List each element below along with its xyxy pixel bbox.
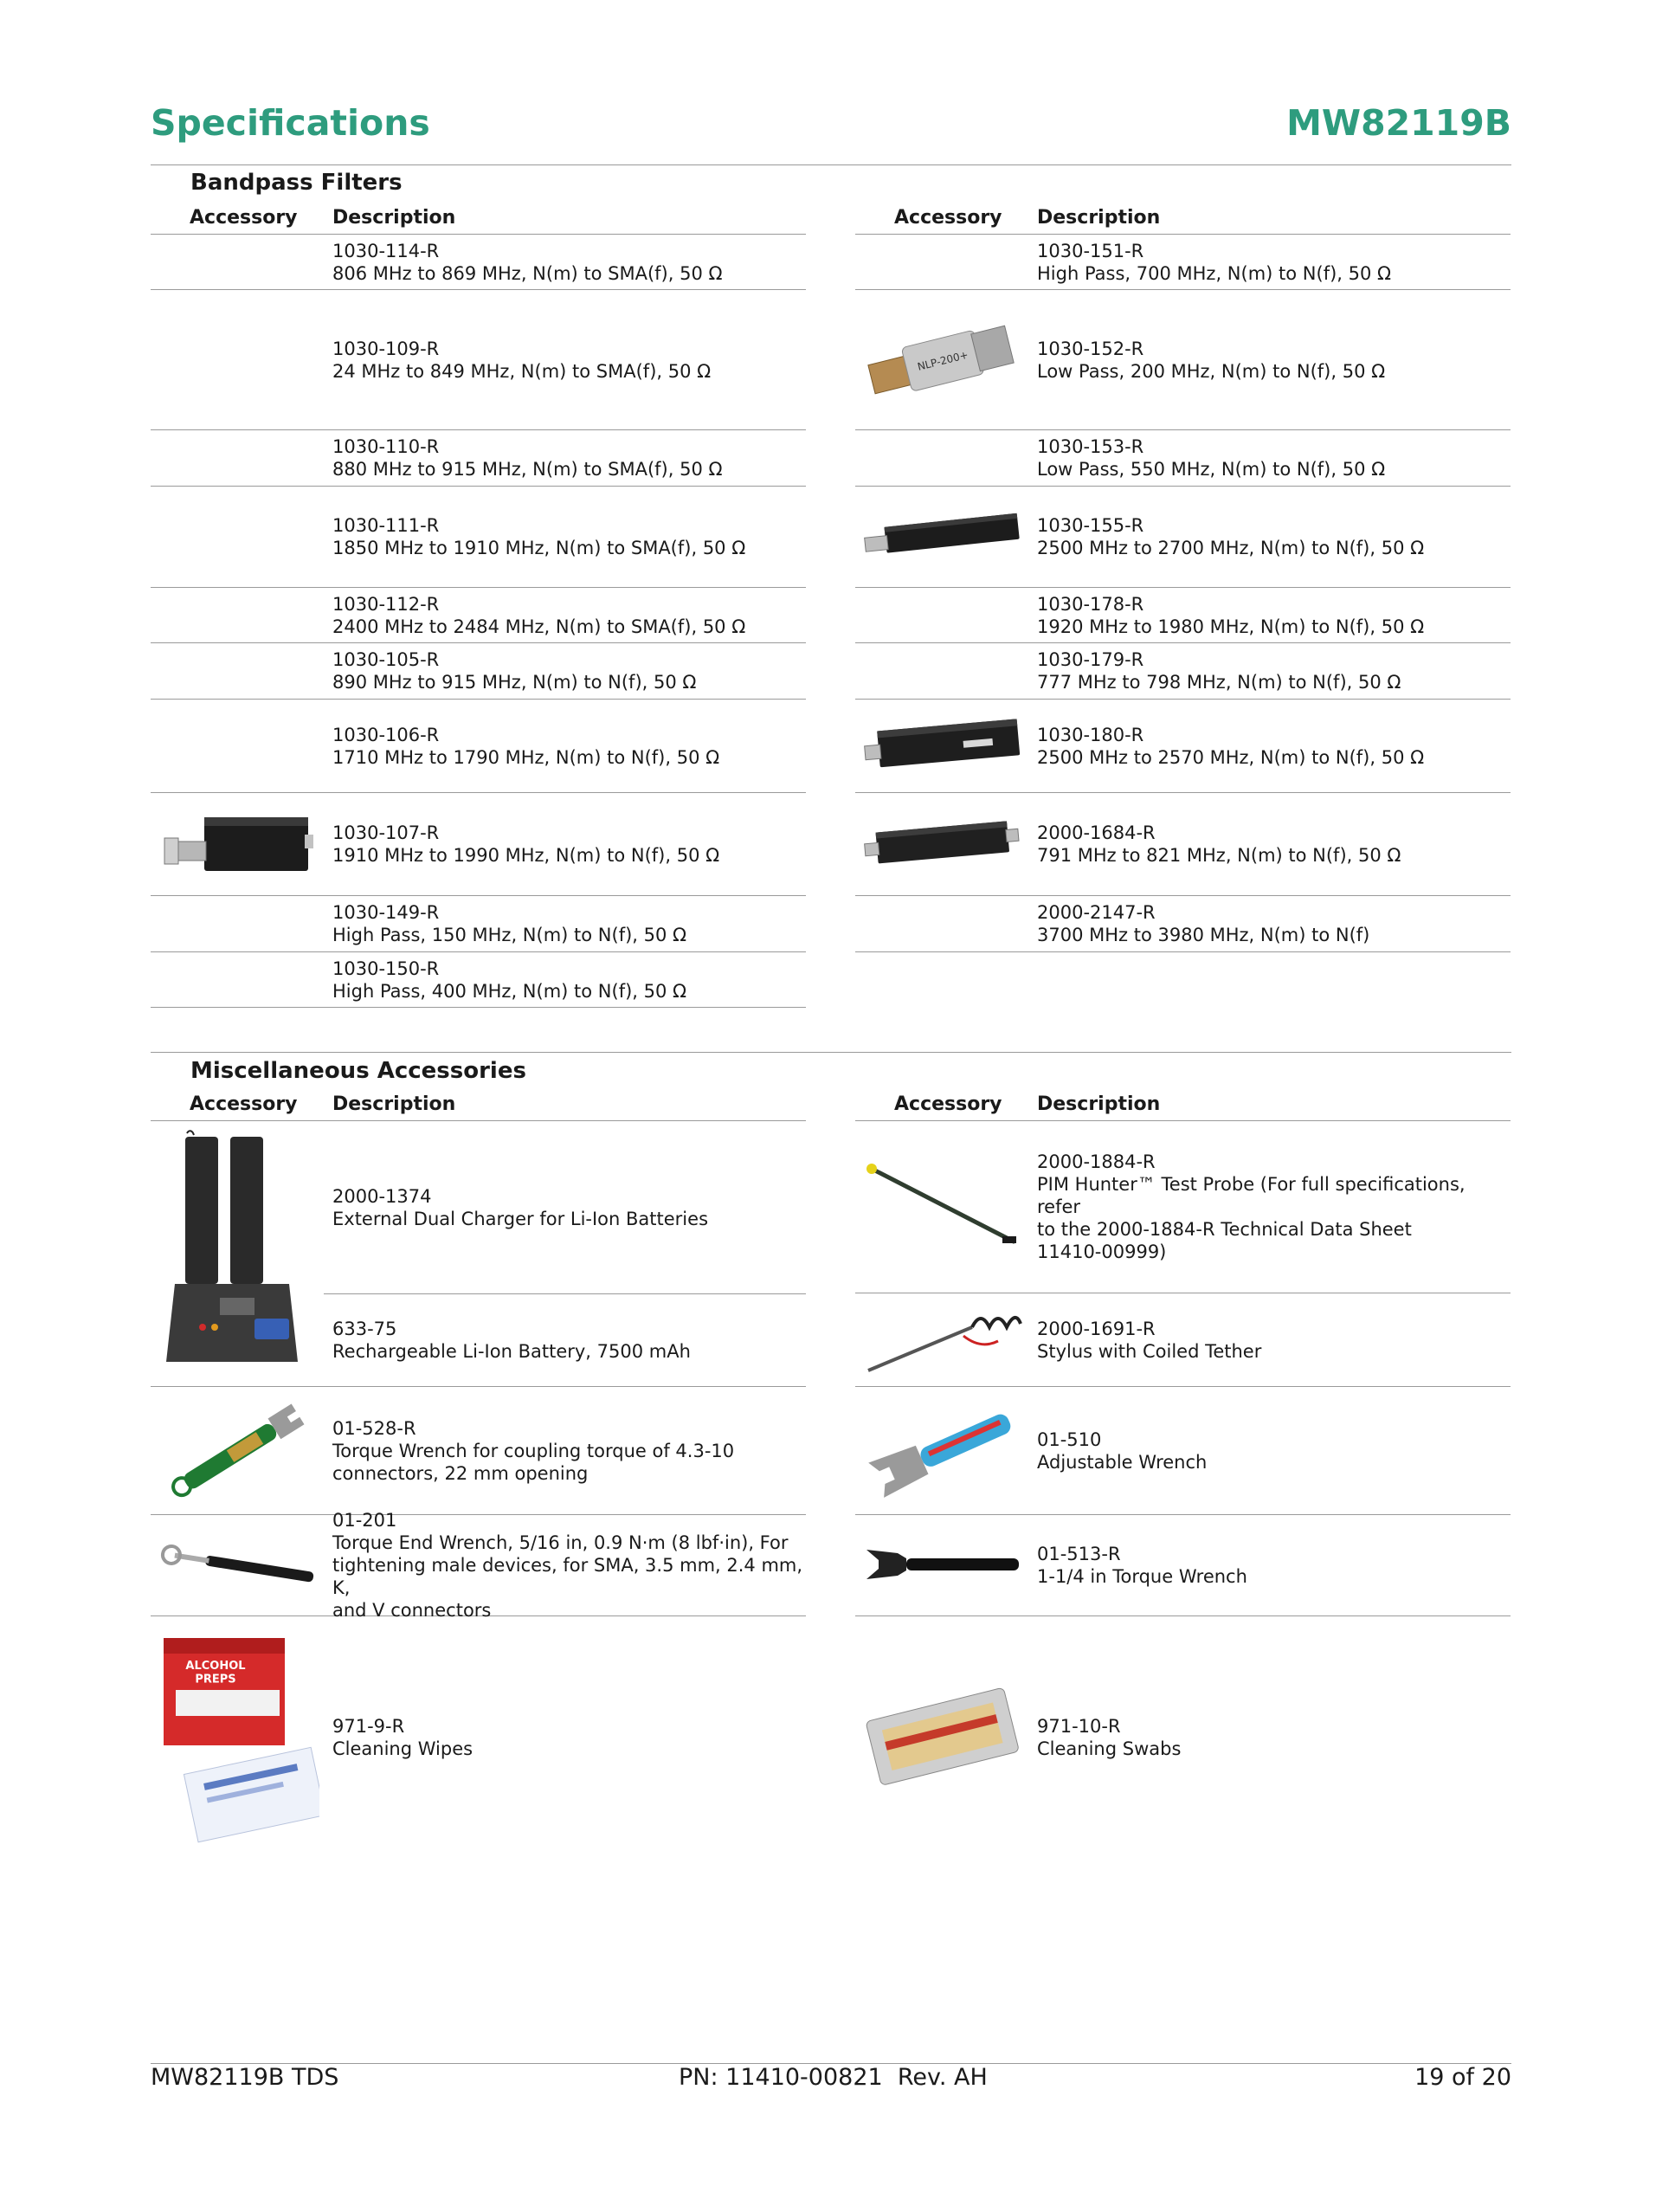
part-number: 2000-1684-R [1037,822,1156,843]
column-header-accessory: Accessory [894,1093,1002,1115]
misc-table-left [151,1082,806,1859]
table-row [151,1616,806,1859]
column-header-description: Description [1037,207,1161,229]
footer-document: MW82119B TDS [151,2064,339,2091]
section-title-bandpass: Bandpass Filters [190,170,403,196]
section-rule [151,1052,1511,1053]
part-description: 880 MHz to 915 MHz, N(m) to SMA(f), 50 Ω [332,459,723,480]
table-row [151,952,806,1008]
table-row [855,235,1511,290]
part-description: Low Pass, 550 MHz, N(m) to N(f), 50 Ω [1037,459,1386,480]
table-row [151,487,806,588]
part-description: Cleaning Wipes [332,1738,473,1759]
part-number: 1030-110-R [332,436,440,457]
part-description: 2400 MHz to 2484 MHz, N(m) to SMA(f), 50 Ω [332,616,746,637]
part-description: 777 MHz to 798 MHz, N(m) to N(f), 50 Ω [1037,672,1401,693]
part-description: 1710 MHz to 1790 MHz, N(m) to N(f), 50 Ω [332,746,720,768]
low-pass-filter-photo [855,290,1028,429]
table-row [151,700,806,793]
part-number: 971-10-R [1037,1716,1121,1737]
part-description: Cleaning Swabs [1037,1738,1182,1759]
part-description: High Pass, 150 MHz, N(m) to N(f), 50 Ω [332,925,687,945]
part-number: 1030-179-R [1037,649,1144,670]
section-title-misc: Miscellaneous Accessories [190,1058,526,1084]
part-description: 3700 MHz to 3980 MHz, N(m) to N(f) [1037,925,1370,945]
dual-charger-photo [151,1121,324,1386]
part-description: 1920 MHz to 1980 MHz, N(m) to N(f), 50 Ω [1037,616,1425,637]
bandpass-filter-photo [855,487,1028,587]
part-description: 24 MHz to 849 MHz, N(m) to SMA(f), 50 Ω [332,360,712,382]
table-row [151,290,806,430]
part-number: 1030-112-R [332,593,440,615]
torque-wrench-photo [855,1515,1028,1615]
pim-test-probe-photo [855,1121,1028,1293]
part-description: External Dual Charger for Li-Ion Batteries [332,1208,709,1229]
part-number: 1030-114-R [332,240,440,261]
part-number: 1030-178-R [1037,593,1144,615]
part-description: High Pass, 400 MHz, N(m) to N(f), 50 Ω [332,980,687,1002]
table-row [855,1121,1511,1293]
part-number: 2000-1691-R [1037,1318,1156,1339]
part-number: 1030-153-R [1037,436,1144,457]
footer-page-number: 19 of 20 [1414,2064,1511,2091]
part-description: Torque Wrench for coupling torque of 4.3-10 connectors, 22 mm opening [332,1440,735,1484]
column-header-description: Description [332,1093,456,1115]
part-number: 01-510 [1037,1428,1102,1450]
table-row [855,700,1511,793]
table-header [151,196,806,235]
misc-table-right [855,1082,1511,1859]
part-description: 2500 MHz to 2570 MHz, N(m) to N(f), 50 Ω [1037,746,1425,768]
column-header-description: Description [1037,1093,1161,1115]
part-number: 1030-106-R [332,724,440,745]
column-header-accessory: Accessory [190,1093,298,1115]
part-number: 1030-150-R [332,958,440,979]
torque-wrench-photo [151,1387,324,1514]
part-description: PIM Hunter™ Test Probe (For full specifications, refer to the 2000-1884-R Technical Data Sheet 11410-00999) [1037,1174,1466,1262]
table-row [855,793,1511,896]
cleaning-wipes-photo [151,1616,324,1859]
part-description: 1910 MHz to 1990 MHz, N(m) to N(f), 50 Ω [332,845,720,866]
table-row [151,588,806,643]
bandpass-filter-photo [855,700,1028,792]
part-number: 01-528-R [332,1417,416,1439]
table-row [151,430,806,487]
table-row [151,1510,806,1621]
part-description: Low Pass, 200 MHz, N(m) to N(f), 50 Ω [1037,360,1386,382]
table-row [855,430,1511,487]
part-number: 1030-151-R [1037,240,1144,261]
part-number: 1030-105-R [332,649,440,670]
part-number: 2000-1374 [332,1185,432,1207]
table-row [855,1293,1511,1387]
stylus-tether-photo [855,1293,1028,1386]
table-row [151,643,806,700]
column-header-description: Description [332,207,456,229]
part-number: 971-9-R [332,1716,405,1737]
filter-label: NLP-200+ [916,348,970,373]
table-header [855,1082,1511,1121]
table-header [151,1082,806,1121]
table-row [855,1616,1511,1859]
bandpass-filter-photo [855,793,1028,895]
part-number: 633-75 [332,1318,397,1339]
bandpass-table-left [151,196,806,1008]
part-number: 01-513-R [1037,1544,1121,1564]
part-description: 2500 MHz to 2700 MHz, N(m) to N(f), 50 Ω [1037,538,1425,558]
part-description: 806 MHz to 869 MHz, N(m) to SMA(f), 50 Ω [332,262,723,284]
bandpass-filter-photo [151,793,324,895]
table-row [855,588,1511,643]
table-row [855,896,1511,952]
column-header-accessory: Accessory [894,207,1002,229]
table-row [324,1293,806,1386]
part-description: Rechargeable Li-Ion Battery, 7500 mAh [332,1340,691,1362]
part-description: 791 MHz to 821 MHz, N(m) to N(f), 50 Ω [1037,845,1401,866]
adjustable-wrench-photo [855,1387,1028,1514]
torque-end-wrench-photo [151,1515,324,1615]
table-row [855,643,1511,700]
alcohol-preps-label: ALCOHOL PREPS [185,1660,246,1686]
table-row [151,793,806,896]
part-description: 1-1/4 in Torque Wrench [1037,1566,1247,1587]
bandpass-table-right [855,196,1511,952]
part-number: 1030-109-R [332,338,440,359]
table-row [855,487,1511,588]
header-rule [151,164,1511,165]
part-number: 2000-1884-R [1037,1151,1156,1172]
cleaning-swabs-photo [855,1616,1028,1859]
footer-part-number: PN: 11410-00821 Rev. AH [679,2064,988,2091]
table-row [855,290,1511,430]
table-row [855,1515,1511,1616]
table-row [324,1121,806,1294]
part-description: Adjustable Wrench [1037,1451,1208,1473]
part-description: 1850 MHz to 1910 MHz, N(m) to SMA(f), 50 Ω [332,538,746,558]
part-number: 1030-149-R [332,902,440,923]
part-description: Stylus with Coiled Tether [1037,1340,1262,1362]
part-number: 01-201 [332,1510,397,1531]
table-row [151,235,806,290]
part-description: High Pass, 700 MHz, N(m) to N(f), 50 Ω [1037,262,1392,284]
table-row [855,1387,1511,1515]
table-row [151,1387,806,1515]
page-title: Specifications [151,102,430,144]
part-description: 890 MHz to 915 MHz, N(m) to N(f), 50 Ω [332,672,697,693]
column-header-accessory: Accessory [190,207,298,229]
charger-battery-group [151,1121,806,1387]
table-row [151,896,806,952]
part-description: Torque End Wrench, 5/16 in, 0.9 N·m (8 lbf·in), For tightening male devices, for SMA, 3.5 mm, 2.4 mm, K, and V connectors [332,1532,803,1621]
part-number: 1030-111-R [332,515,440,536]
part-number: 1030-180-R [1037,724,1144,745]
part-number: 1030-155-R [1037,515,1144,536]
part-number: 2000-2147-R [1037,902,1156,923]
table-header [855,196,1511,235]
document-model: MW82119B [1286,102,1511,144]
part-number: 1030-107-R [332,822,440,843]
part-number: 1030-152-R [1037,338,1144,359]
